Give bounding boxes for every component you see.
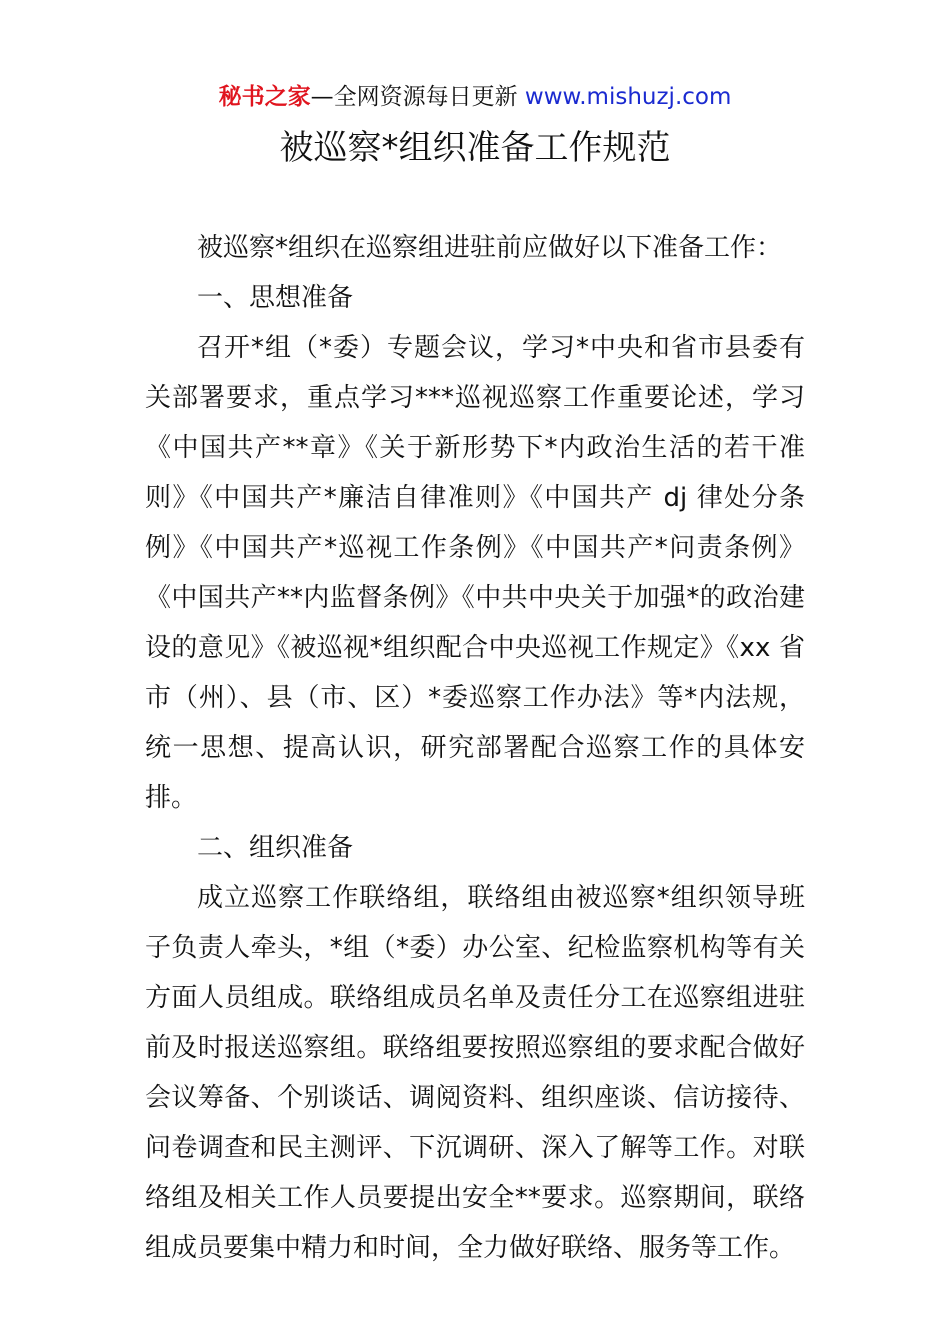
site-url-link[interactable]: www.mishuzj.com: [524, 84, 732, 110]
intro-paragraph: 被巡察*组织在巡察组进驻前应做好以下准备工作：: [197, 233, 783, 263]
document-title: 被巡察*组织准备工作规范: [279, 128, 671, 168]
site-header: [0, 82, 950, 112]
document-body: [145, 223, 805, 1273]
organization-paragraph: 成立巡察工作联络组，联络组由被巡察*组织领导班子负责人牵头，*组（*委）办公室、纪检监察机构等有关方面人员组成。联络组成员名单及责任分工在巡察组进驻前及时报送巡察组。联络组要按照巡察组的要求配合做好会议筹备、个别谈话、调阅资料、组织座谈、信访接待、问卷调查和民主测评、下沉调研、深入了解等工作。对联络组及相关工作人员要提出安全**要求。巡察期间，联络组成员要集中精力和时间，全力做好联络、服务等工作。: [145, 883, 805, 1263]
ideology-paragraph: 召开*组（*委）专题会议，学习*中央和省市县委有关部署要求，重点学习***巡视巡察工作重要论述，学习《中国共产**章》《关于新形势下*内政治生活的若干准则》《中国共产*廉洁自律准则》《中国共产 dj 律处分条例》《中国共产*巡视工作条例》《中国共产*问责条例》《中国共产**内监督条例》《中共中央关于加强*的政治建设的意见》《被巡视*组织配合中央巡视工作规定》《xx 省市（州）、县（市、区）*委巡察工作办法》等*内法规，统一思想、提高认识，研究部署配合巡察工作的具体安排。: [145, 333, 805, 813]
section-heading-ideology: 一、思想准备: [197, 283, 354, 313]
section-heading-organization: 二、组织准备: [197, 833, 354, 863]
site-tagline: —全网资源每日更新: [310, 84, 525, 110]
site-brand: 秘书之家: [218, 84, 311, 110]
